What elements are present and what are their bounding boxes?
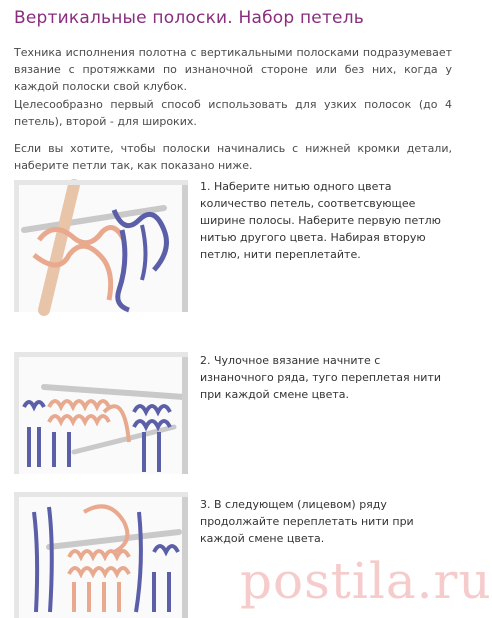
step-2-text: 2. Чулочное вязание начните с изнаночного ряда, туго переплетая нити при каждой смене цвета. <box>200 354 442 401</box>
postila-watermark: postila.ru <box>240 552 492 610</box>
step-1-text: 1. Наберите нитью одного цвета количество петель, соответсвующее ширине полосы. Наберите первую петлю нитью другого цвета. Набирая вторую петлю, нити переплетайте. <box>200 180 441 261</box>
intro-paragraph-3: Если вы хотите, чтобы полоски начинались с нижней кромки детали, наберите петли так, как показано ниже. <box>14 142 452 172</box>
article-title: Вертикальные полоски. Набор петель <box>14 8 364 28</box>
intro-paragraph-2: Целесообразно первый способ использовать для узких полосок (до 4 петель), второй - для широких. <box>14 98 452 128</box>
step-3-illustration <box>14 492 188 618</box>
step-1-illustration <box>14 180 188 312</box>
step-2-illustration <box>14 352 188 474</box>
intro-paragraph-1: Техника исполнения полотна с вертикальными полосками подразумевает вязание с протяжками по изнаночной стороне или без них, когда у каждой полоски свой клубок. <box>14 46 452 93</box>
step-3-text: 3. В следующем (лицевом) ряду продолжайте переплетать нити при каждой смене цвета. <box>200 498 414 545</box>
